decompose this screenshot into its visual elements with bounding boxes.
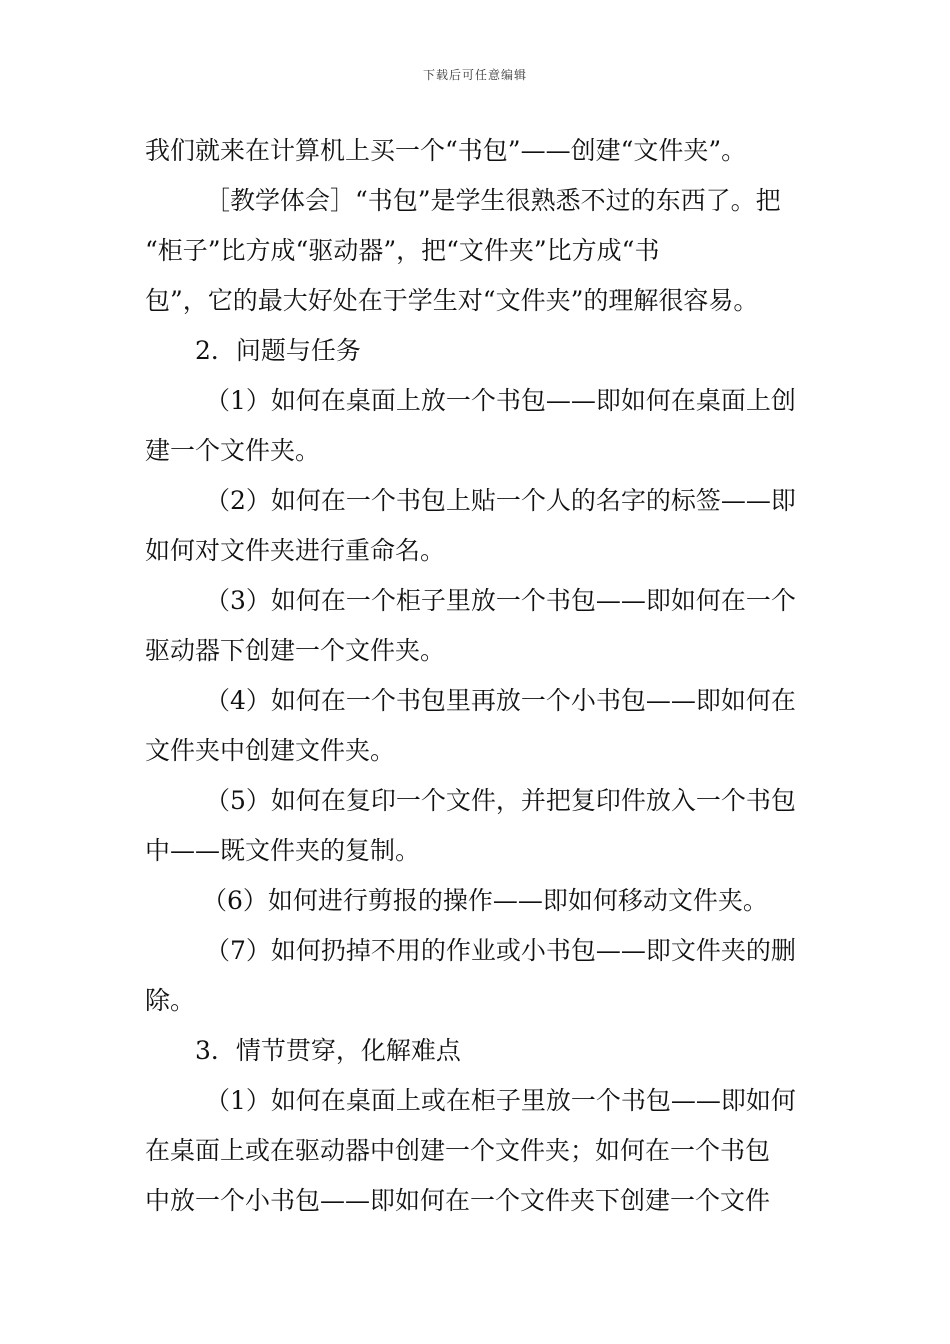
text-line-4: 包”，它的最大好处在于学生对“文件夹”的理解很容易。 xyxy=(145,286,759,315)
document-body xyxy=(145,126,810,1226)
text-line-2: ［教学体会］“书包”是学生很熟悉不过的东西了。把 xyxy=(205,186,781,215)
task-item-3-cont: 驱动器下创建一个文件夹。 xyxy=(145,636,446,665)
section-heading-3: 3．情节贯穿，化解难点 xyxy=(195,1036,461,1065)
task-item-3: （3）如何在一个柜子里放一个书包——即如何在一个 xyxy=(205,586,796,615)
plot-item-1: （1）如何在桌面上或在柜子里放一个书包——即如何 xyxy=(205,1086,796,1115)
task-item-1: （1）如何在桌面上放一个书包——即如何在桌面上创 xyxy=(205,386,796,415)
plot-item-1-cont-2: 中放一个小书包——即如何在一个文件夹下创建一个文件 xyxy=(145,1186,771,1215)
task-item-7: （7）如何扔掉不用的作业或小书包——即文件夹的删 xyxy=(205,936,796,965)
task-item-5: （5）如何在复印一个文件，并把复印件放入一个书包 xyxy=(205,786,796,815)
task-item-7-cont: 除。 xyxy=(145,986,196,1015)
text-line-3: “柜子”比方成“驱动器”，把“文件夹”比方成“书 xyxy=(145,236,660,265)
task-item-6: （6）如何进行剪报的操作——即如何移动文件夹。 xyxy=(202,886,768,915)
text-line-1: 我们就来在计算机上买一个“书包”——创建“文件夹”。 xyxy=(145,136,747,165)
task-item-2: （2）如何在一个书包上贴一个人的名字的标签——即 xyxy=(205,486,796,515)
task-item-1-cont: 建一个文件夹。 xyxy=(145,436,321,465)
task-item-4: （4）如何在一个书包里再放一个小书包——即如何在 xyxy=(205,686,796,715)
task-item-5-cont: 中——既文件夹的复制。 xyxy=(145,836,421,865)
page-header-note: 下载后可任意编辑 xyxy=(422,68,527,82)
task-item-2-cont: 如何对文件夹进行重命名。 xyxy=(145,536,446,565)
plot-item-1-cont-1: 在桌面上或在驱动器中创建一个文件夹；如何在一个书包 xyxy=(145,1136,771,1165)
task-item-4-cont: 文件夹中创建文件夹。 xyxy=(145,736,396,765)
section-heading-2: 2．问题与任务 xyxy=(195,336,361,365)
